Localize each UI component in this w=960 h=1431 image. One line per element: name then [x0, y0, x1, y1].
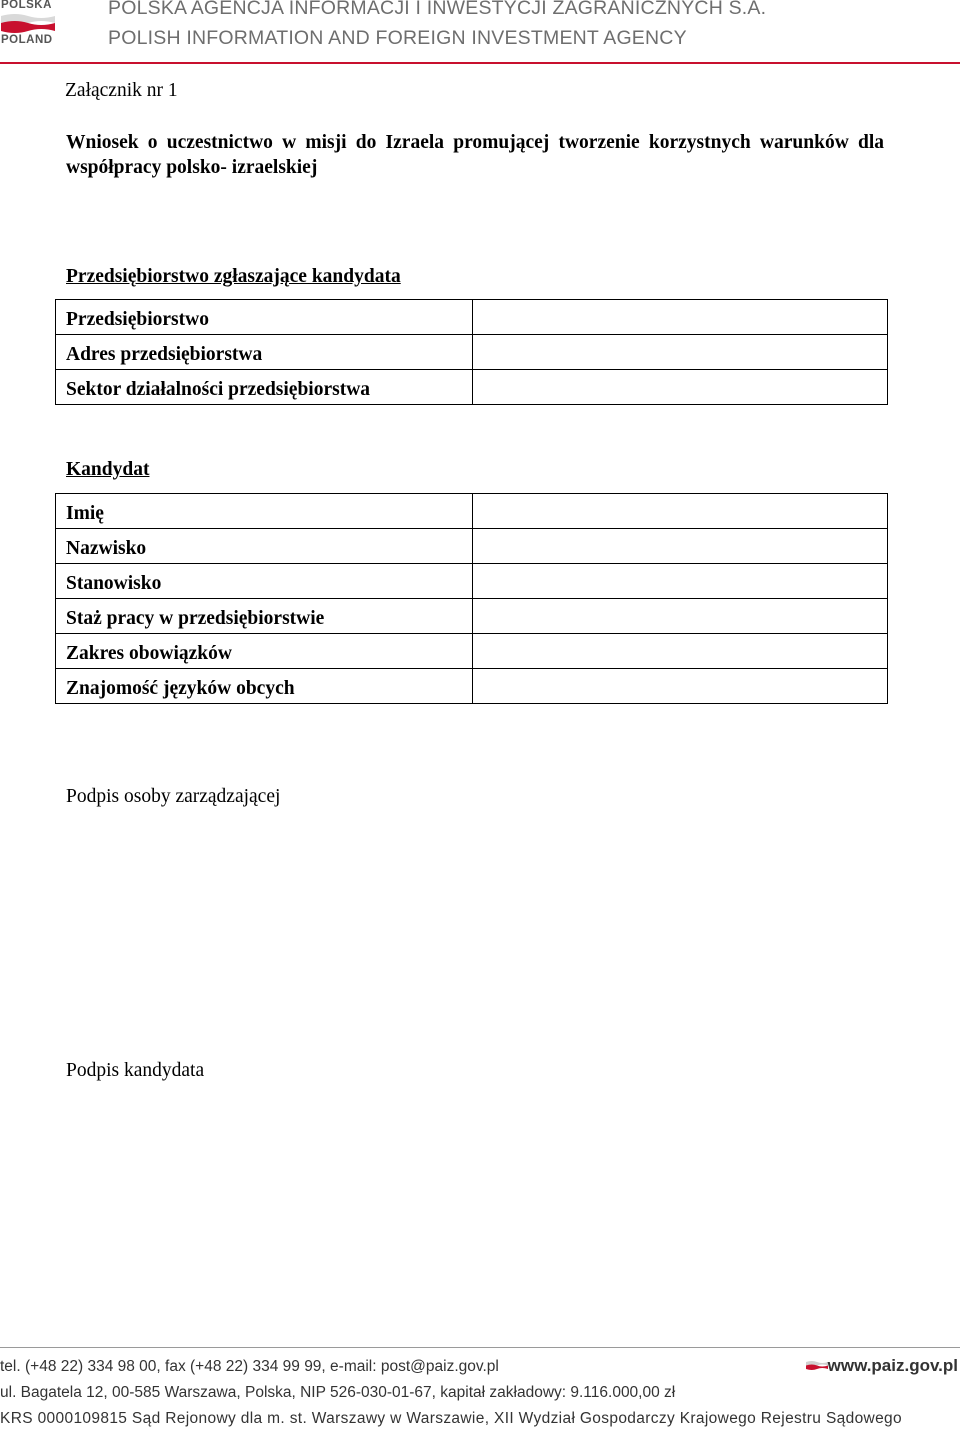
- footer-divider: [0, 1347, 960, 1348]
- footer-contact: tel. (+48 22) 334 98 00, fax (+48 22) 334 99 99, e-mail: post@paiz.gov.pl: [0, 1358, 499, 1375]
- field-value-first-name[interactable]: [473, 494, 888, 529]
- field-value-seniority[interactable]: [473, 599, 888, 634]
- logo-text-poland: POLAND: [1, 34, 53, 46]
- table-row: [56, 335, 888, 370]
- logo-text-polska: POLSKA: [1, 0, 52, 11]
- company-section-heading: Przedsiębiorstwo zgłaszające kandydata: [66, 266, 401, 287]
- table-row: [56, 634, 888, 669]
- agency-logo: [0, 0, 58, 50]
- candidate-signature-label: Podpis kandydata: [66, 1060, 205, 1081]
- annex-label: Załącznik nr 1: [65, 80, 178, 101]
- field-value-last-name[interactable]: [473, 529, 888, 564]
- field-value-languages[interactable]: [473, 669, 888, 704]
- table-row: [56, 529, 888, 564]
- table-row: [56, 599, 888, 634]
- field-label-last-name: Nazwisko: [56, 529, 473, 564]
- field-value-company-address[interactable]: [473, 335, 888, 370]
- footer-address: ul. Bagatela 12, 00-585 Warszawa, Polska, NIP 526-030-01-67, kapitał zakładowy: 9.116.000,00 zł: [0, 1384, 676, 1401]
- field-label-seniority: Staż pracy w przedsiębiorstwie: [56, 599, 473, 634]
- footer-website-link[interactable]: www.paiz.gov.pl: [827, 1356, 958, 1375]
- company-form-table: [55, 299, 888, 405]
- agency-name-pl: POLSKA AGENCJA INFORMACJI I INWESTYCJI ZAGRANICZNYCH S.A.: [108, 0, 767, 19]
- document-title: Wniosek o uczestnictwo w misji do Izraela promującej tworzenie korzystnych warunków dla współpracy polsko- izraelskiej: [66, 132, 884, 178]
- candidate-form-table: [55, 493, 888, 704]
- table-row: [56, 669, 888, 704]
- polish-flag-icon: [806, 1361, 828, 1370]
- field-label-first-name: Imię: [56, 494, 473, 529]
- manager-signature-label: Podpis osoby zarządzającej: [66, 786, 281, 807]
- header-divider: [0, 62, 960, 64]
- table-row: [56, 494, 888, 529]
- field-label-company: Przedsiębiorstwo: [56, 300, 473, 335]
- field-label-languages: Znajomość języków obcych: [56, 669, 473, 704]
- field-value-company-sector[interactable]: [473, 370, 888, 405]
- footer-registry: KRS 0000109815 Sąd Rejonowy dla m. st. Warszawy w Warszawie, XII Wydział Gospodarczy Krajowego Rejestru Sądowego: [0, 1410, 902, 1427]
- field-label-company-address: Adres przedsiębiorstwa: [56, 335, 473, 370]
- polish-flag-icon: [1, 14, 55, 33]
- field-label-company-sector: Sektor działalności przedsiębiorstwa: [56, 370, 473, 405]
- table-row: [56, 300, 888, 335]
- field-value-responsibilities[interactable]: [473, 634, 888, 669]
- agency-name-en: POLISH INFORMATION AND FOREIGN INVESTMENT AGENCY: [108, 27, 687, 49]
- field-label-position: Stanowisko: [56, 564, 473, 599]
- field-label-responsibilities: Zakres obowiązków: [56, 634, 473, 669]
- table-row: [56, 564, 888, 599]
- table-row: [56, 370, 888, 405]
- field-value-company[interactable]: [473, 300, 888, 335]
- candidate-section-heading: Kandydat: [66, 459, 150, 480]
- field-value-position[interactable]: [473, 564, 888, 599]
